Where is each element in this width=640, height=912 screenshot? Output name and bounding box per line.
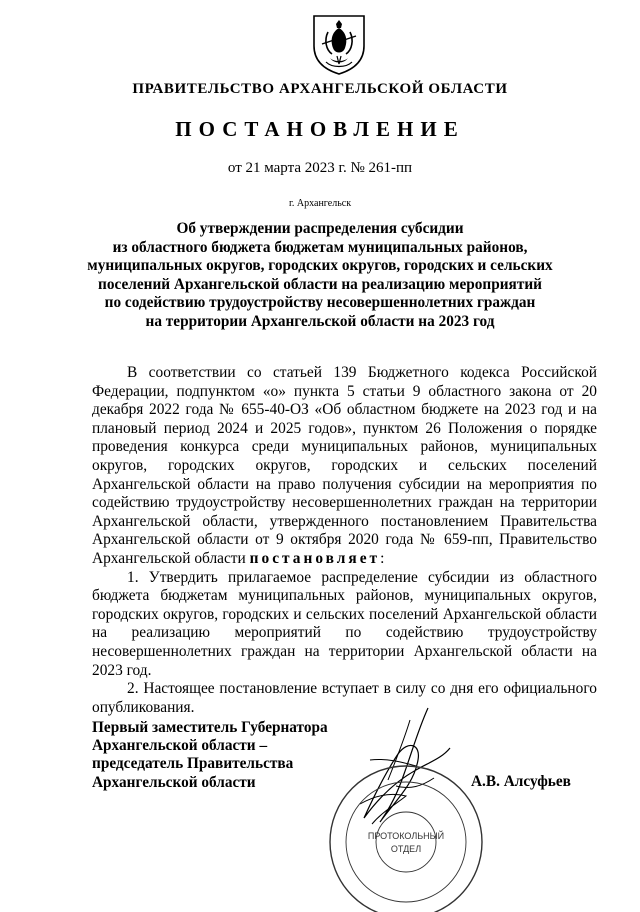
signer-position-line: Архангельской области (92, 773, 256, 791)
document-city: г. Архангельск (288, 198, 352, 209)
title-line: Об утверждении распределения субсидии (176, 220, 464, 237)
document-body (92, 364, 597, 717)
document-date-number: от 21 марта 2023 г. № 261-пп (227, 160, 413, 176)
preamble-paragraph (92, 364, 597, 569)
document-title (0, 220, 640, 331)
signer-position-line: председатель Правительства (92, 755, 294, 773)
official-stamp (314, 752, 494, 912)
signer-position (92, 719, 328, 792)
government-name: ПРАВИТЕЛЬСТВО АРХАНГЕЛЬСКОЙ ОБЛАСТИ (132, 81, 508, 97)
title-line: по содействию трудоустройству несовершеннолетних граждан (104, 294, 536, 311)
document-type: ПОСТАНОВЛЕНИЕ (175, 117, 465, 141)
coat-of-arms-emblem (306, 10, 372, 76)
title-line: из областного бюджета бюджетам муниципальных районов, (112, 238, 528, 256)
item-2-paragraph: 2. Настоящее постановление вступает в силу со дня его официального опубликования. (92, 680, 597, 716)
item-1-paragraph: 1. Утвердить прилагаемое распределение субсидии из областного бюджета бюджетам муниципальных районов, муниципальных округов, городских округов, городских и сельских поселений Архангельской области на реализацию мероприятий по содействию трудоустройству несовершеннолетних граждан на территории Архангельской области на 2023 год. (92, 568, 597, 679)
signer-name: А.В. Алсуфьев (471, 773, 571, 790)
preamble-text: В соответствии со статьей 139 Бюджетного кодекса Российской Федерации, подпунктом «о» пункта 5 статьи 9 областного закона от 20 декабря 2022 года № 655-40-ОЗ «Об областном бюджете на 2023 год и на плановый период 2024 и 2025 годов», пунктом 26 Положения о порядке проведения конкурса среди муниципальных районов, муниципальных округов, городских округов, городских и сельских поселений Архангельской области на право получения субсидии на мероприятия по содействию трудоустройству несовершеннолетних граждан на территории Архангельской области, утвержденного постановлением Правительства Архангельской области от 9 октября 2020 года № 659-пп, Правительство Архангельской области (92, 364, 597, 567)
title-line: поселений Архангельской области на реализацию мероприятий (98, 275, 542, 293)
title-line: на территории Архангельской области на 2023 год (145, 312, 495, 330)
signer-position-line: Первый заместитель Губернатора (92, 719, 328, 736)
title-line: муниципальных округов, городских округов, городских и сельских (87, 257, 553, 274)
signer-position-line: Архангельской области – (92, 737, 268, 755)
resolves-colon: : (380, 549, 385, 567)
stamp-text-line-1: ПРОТОКОЛЬНЫЙ (367, 831, 445, 841)
stamp-text-line-2: ОТДЕЛ (390, 844, 422, 854)
resolves-word: постановляет (249, 549, 381, 567)
